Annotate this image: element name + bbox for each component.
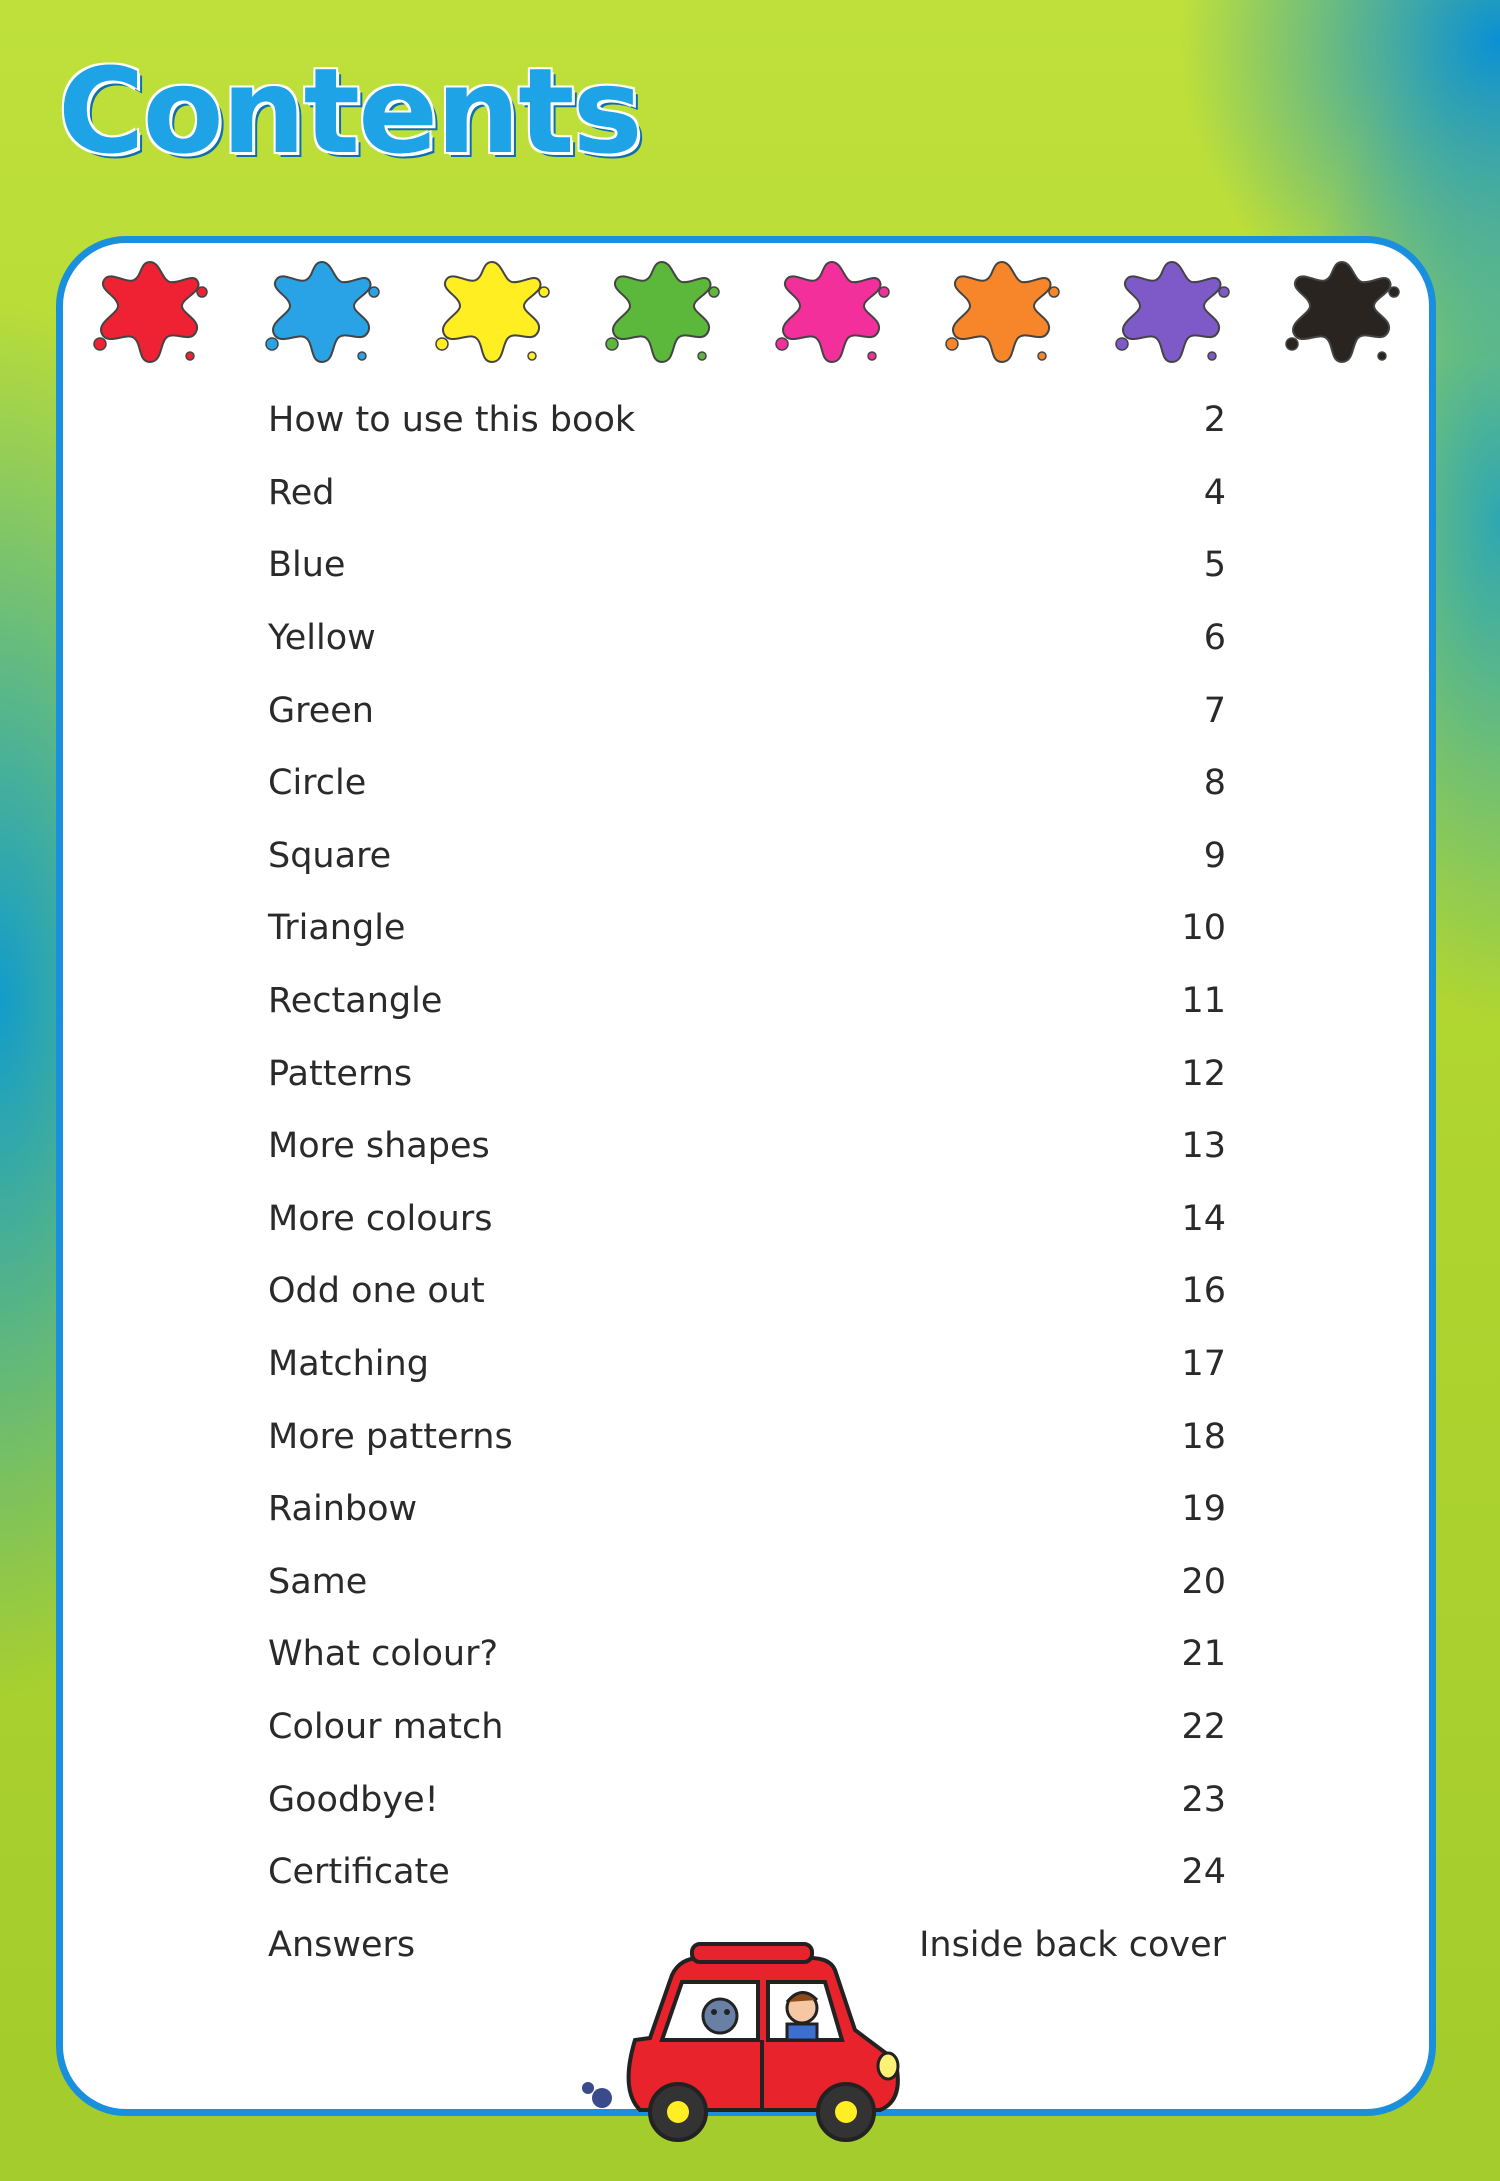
toc-entry-page: 2: [1203, 400, 1226, 441]
toc-entry-label: Matching: [268, 1344, 429, 1385]
toc-entry-label: Triangle: [268, 908, 406, 949]
toc-entry[interactable]: [268, 820, 1226, 893]
toc-entry[interactable]: [268, 1037, 1226, 1110]
toc-entry-label: Red: [268, 472, 335, 513]
toc-entry[interactable]: [268, 1400, 1226, 1473]
pink-paint-splat-icon: [772, 248, 892, 368]
toc-entry-label: More shapes: [268, 1126, 490, 1167]
toc-entry[interactable]: [268, 747, 1226, 820]
toc-entry-label: Answers: [268, 1924, 416, 1965]
toc-entry-page: 4: [1203, 472, 1226, 513]
toc-entry[interactable]: [268, 1110, 1226, 1183]
toc-entry-page: 16: [1181, 1271, 1226, 1312]
orange-paint-splat-icon: [942, 248, 1062, 368]
toc-entry[interactable]: [268, 965, 1226, 1038]
toc-entry[interactable]: [268, 457, 1226, 530]
red-car-icon: [580, 1920, 920, 2150]
toc-entry-label: What colour?: [268, 1634, 499, 1675]
toc-entry-label: Certificate: [268, 1852, 450, 1893]
toc-entry-page: Inside back cover: [919, 1924, 1226, 1965]
toc-entry[interactable]: [268, 1546, 1226, 1619]
toc-entry-page: 19: [1181, 1489, 1226, 1530]
toc-entry[interactable]: [268, 1763, 1226, 1836]
toc-entry[interactable]: [268, 1618, 1226, 1691]
toc-entry-label: Square: [268, 835, 392, 876]
toc-entry-label: More colours: [268, 1198, 493, 1239]
toc-entry[interactable]: [268, 892, 1226, 965]
toc-entry[interactable]: [268, 1836, 1226, 1909]
toc-entry-page: 24: [1181, 1852, 1226, 1893]
toc-entry-label: Goodbye!: [268, 1779, 439, 1820]
toc-entry-label: More patterns: [268, 1416, 513, 1457]
table-of-contents: [268, 384, 1226, 1981]
toc-entry[interactable]: [268, 1255, 1226, 1328]
toc-entry-page: 10: [1181, 908, 1226, 949]
toc-entry-page: 7: [1203, 690, 1226, 731]
toc-entry-page: 18: [1181, 1416, 1226, 1457]
yellow-paint-splat-icon: [432, 248, 552, 368]
toc-entry[interactable]: [268, 529, 1226, 602]
toc-entry-label: Yellow: [268, 618, 376, 659]
toc-entry-page: 5: [1203, 545, 1226, 586]
toc-entry-page: 14: [1181, 1198, 1226, 1239]
toc-entry-page: 20: [1181, 1561, 1226, 1602]
black-paint-splat-icon: [1282, 248, 1402, 368]
purple-paint-splat-icon: [1112, 248, 1232, 368]
toc-entry-label: Patterns: [268, 1053, 413, 1094]
toc-entry-label: Colour match: [268, 1706, 504, 1747]
toc-entry-label: Rainbow: [268, 1489, 418, 1530]
toc-entry-page: 12: [1181, 1053, 1226, 1094]
paint-splat-row: [90, 248, 1420, 388]
toc-entry-page: 6: [1203, 618, 1226, 659]
toc-entry[interactable]: [268, 602, 1226, 675]
green-paint-splat-icon: [602, 248, 722, 368]
toc-entry[interactable]: [268, 1691, 1226, 1764]
toc-entry-page: 17: [1181, 1344, 1226, 1385]
toc-entry[interactable]: [268, 674, 1226, 747]
toc-entry[interactable]: [268, 1328, 1226, 1401]
toc-entry-page: 21: [1181, 1634, 1226, 1675]
toc-entry-page: 9: [1203, 835, 1226, 876]
toc-entry-page: 8: [1203, 763, 1226, 804]
red-paint-splat-icon: [90, 248, 210, 368]
toc-entry[interactable]: [268, 1183, 1226, 1256]
toc-entry[interactable]: [268, 384, 1226, 457]
toc-entry-label: Green: [268, 690, 374, 731]
toc-entry-page: 23: [1181, 1779, 1226, 1820]
page-title: Contents: [58, 42, 641, 180]
toc-entry-label: Blue: [268, 545, 346, 586]
toc-entry-page: 22: [1181, 1706, 1226, 1747]
blue-paint-splat-icon: [262, 248, 382, 368]
toc-entry[interactable]: [268, 1473, 1226, 1546]
toc-entry-page: 13: [1181, 1126, 1226, 1167]
toc-entry-label: Rectangle: [268, 981, 443, 1022]
toc-entry-page: 11: [1181, 981, 1226, 1022]
toc-entry-label: How to use this book: [268, 400, 636, 441]
toc-entry-label: Circle: [268, 763, 367, 804]
toc-entry-label: Odd one out: [268, 1271, 485, 1312]
toc-entry-label: Same: [268, 1561, 368, 1602]
